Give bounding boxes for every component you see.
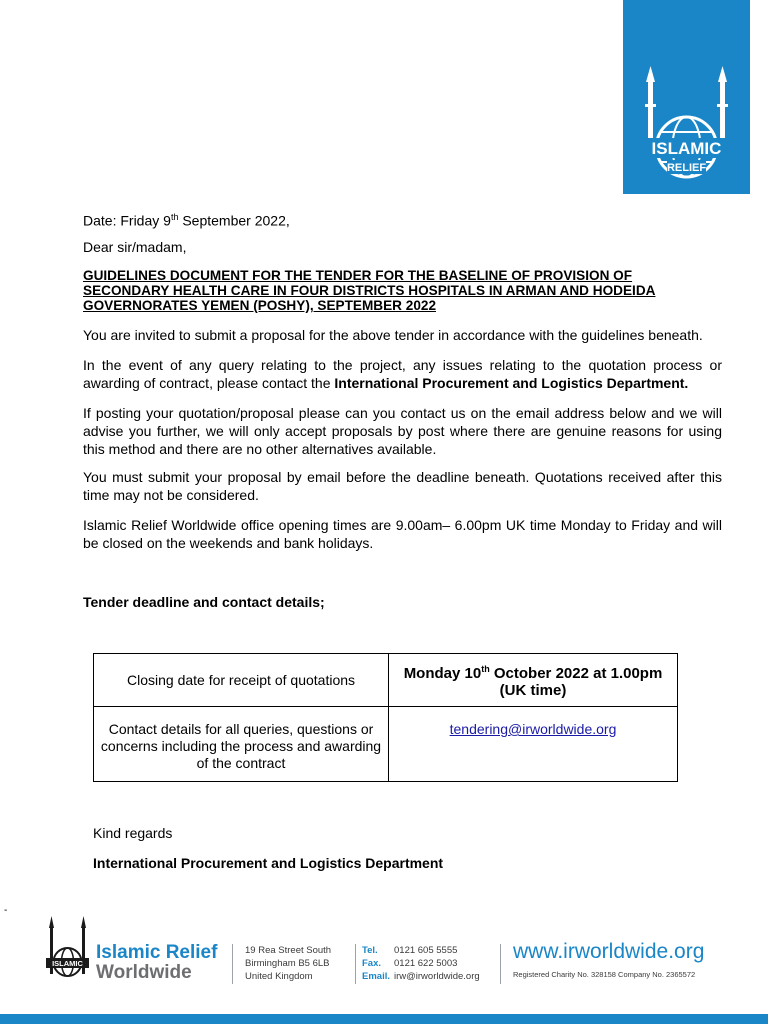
closing-date-value: Monday 10th October 2022 at 1.00pm (UK time) — [389, 654, 678, 707]
fax-number: 0121 622 5003 — [394, 958, 458, 969]
footer-mosque-icon — [44, 912, 92, 980]
paragraph-opening-times: Islamic Relief Worldwide office opening times are 9.00am– 6.00pm UK time Monday to Friday and will be closed on the weekends and bank holidays. — [83, 517, 722, 551]
department-emphasis: International Procurement and Logistics Department. — [334, 375, 689, 391]
tendering-email-link[interactable]: tendering@irworldwide.org — [449, 721, 617, 737]
footer-brand-line1: Islamic Relief — [96, 942, 218, 963]
tel-label: Tel. — [362, 945, 378, 956]
contact-email-cell — [389, 707, 678, 782]
footer-logo-text: ISLAMIC — [52, 959, 83, 968]
paragraph-postal-proposals: If posting your quotation/proposal please can you contact us on the email address below and we will advise you further, we will only accept proposals by post where there are genuine reasons for using this method and there are no other alternatives available. — [83, 405, 722, 457]
document-heading — [83, 268, 722, 313]
letter-date: Date: Friday 9th September 2022, — [83, 212, 290, 229]
fax-label: Fax. — [362, 958, 382, 969]
footer-email: irw@irworldwide.org — [394, 971, 480, 982]
email-label: Email. — [362, 971, 390, 982]
contact-details-label: Contact details for all queries, questions or concerns including the process and awarding of the contract — [94, 707, 389, 782]
footer-brand-line2: Worldwide — [96, 962, 192, 983]
logo-text-islamic: ISLAMIC — [651, 139, 722, 158]
table-row — [94, 707, 678, 782]
footer-divider — [232, 944, 233, 984]
islamic-relief-logo — [623, 0, 750, 194]
deadline-heading: Tender deadline and contact details; — [83, 594, 325, 610]
closing-remark: Kind regards — [93, 825, 173, 841]
paragraph-invitation: You are invited to submit a proposal for the above tender in accordance with the guidelines beneath. — [83, 327, 703, 343]
footer-contact — [362, 944, 480, 983]
signature-department: International Procurement and Logistics Department — [93, 855, 444, 871]
table-row — [94, 654, 678, 707]
footer-divider — [500, 944, 501, 984]
tel-number: 0121 605 5555 — [394, 945, 458, 956]
stray-dash: - — [4, 905, 8, 916]
footer-address — [245, 944, 331, 983]
heading-line: GOVERNORATES YEMEN (POSHY), SEPTEMBER 2022 — [83, 298, 437, 313]
address-line: United Kingdom — [245, 971, 313, 982]
footer-divider — [355, 944, 356, 984]
heading-line: GUIDELINES DOCUMENT FOR THE TENDER FOR THE BASELINE OF PROVISION OF — [83, 268, 633, 283]
salutation: Dear sir/madam, — [83, 239, 187, 255]
footer-accent-bar — [0, 1014, 768, 1024]
address-line: 19 Rea Street South — [245, 945, 332, 956]
tender-details-table — [93, 653, 678, 782]
paragraph-submission-deadline: You must submit your proposal by email before the deadline beneath. Quotations received after this time may not be considered. — [83, 469, 722, 503]
heading-line: SECONDARY HEALTH CARE IN FOUR DISTRICTS HOSPITALS IN ARMAN AND HODEIDA — [83, 283, 656, 298]
paragraph-query-contact: In the event of any query relating to the project, any issues relating to the quotation process or awarding of contract, please contact the International Procurement and Logistics Department. — [83, 357, 722, 391]
logo-text-relief: RELIEF — [666, 162, 707, 174]
footer-registration: Registered Charity No. 328158 Company No. 2365572 — [513, 970, 696, 979]
address-line: Birmingham B5 6LB — [245, 958, 330, 969]
closing-date-label: Closing date for receipt of quotations — [94, 654, 389, 707]
footer-website: www.irworldwide.org — [513, 940, 705, 963]
mosque-emblem-icon — [623, 0, 750, 194]
